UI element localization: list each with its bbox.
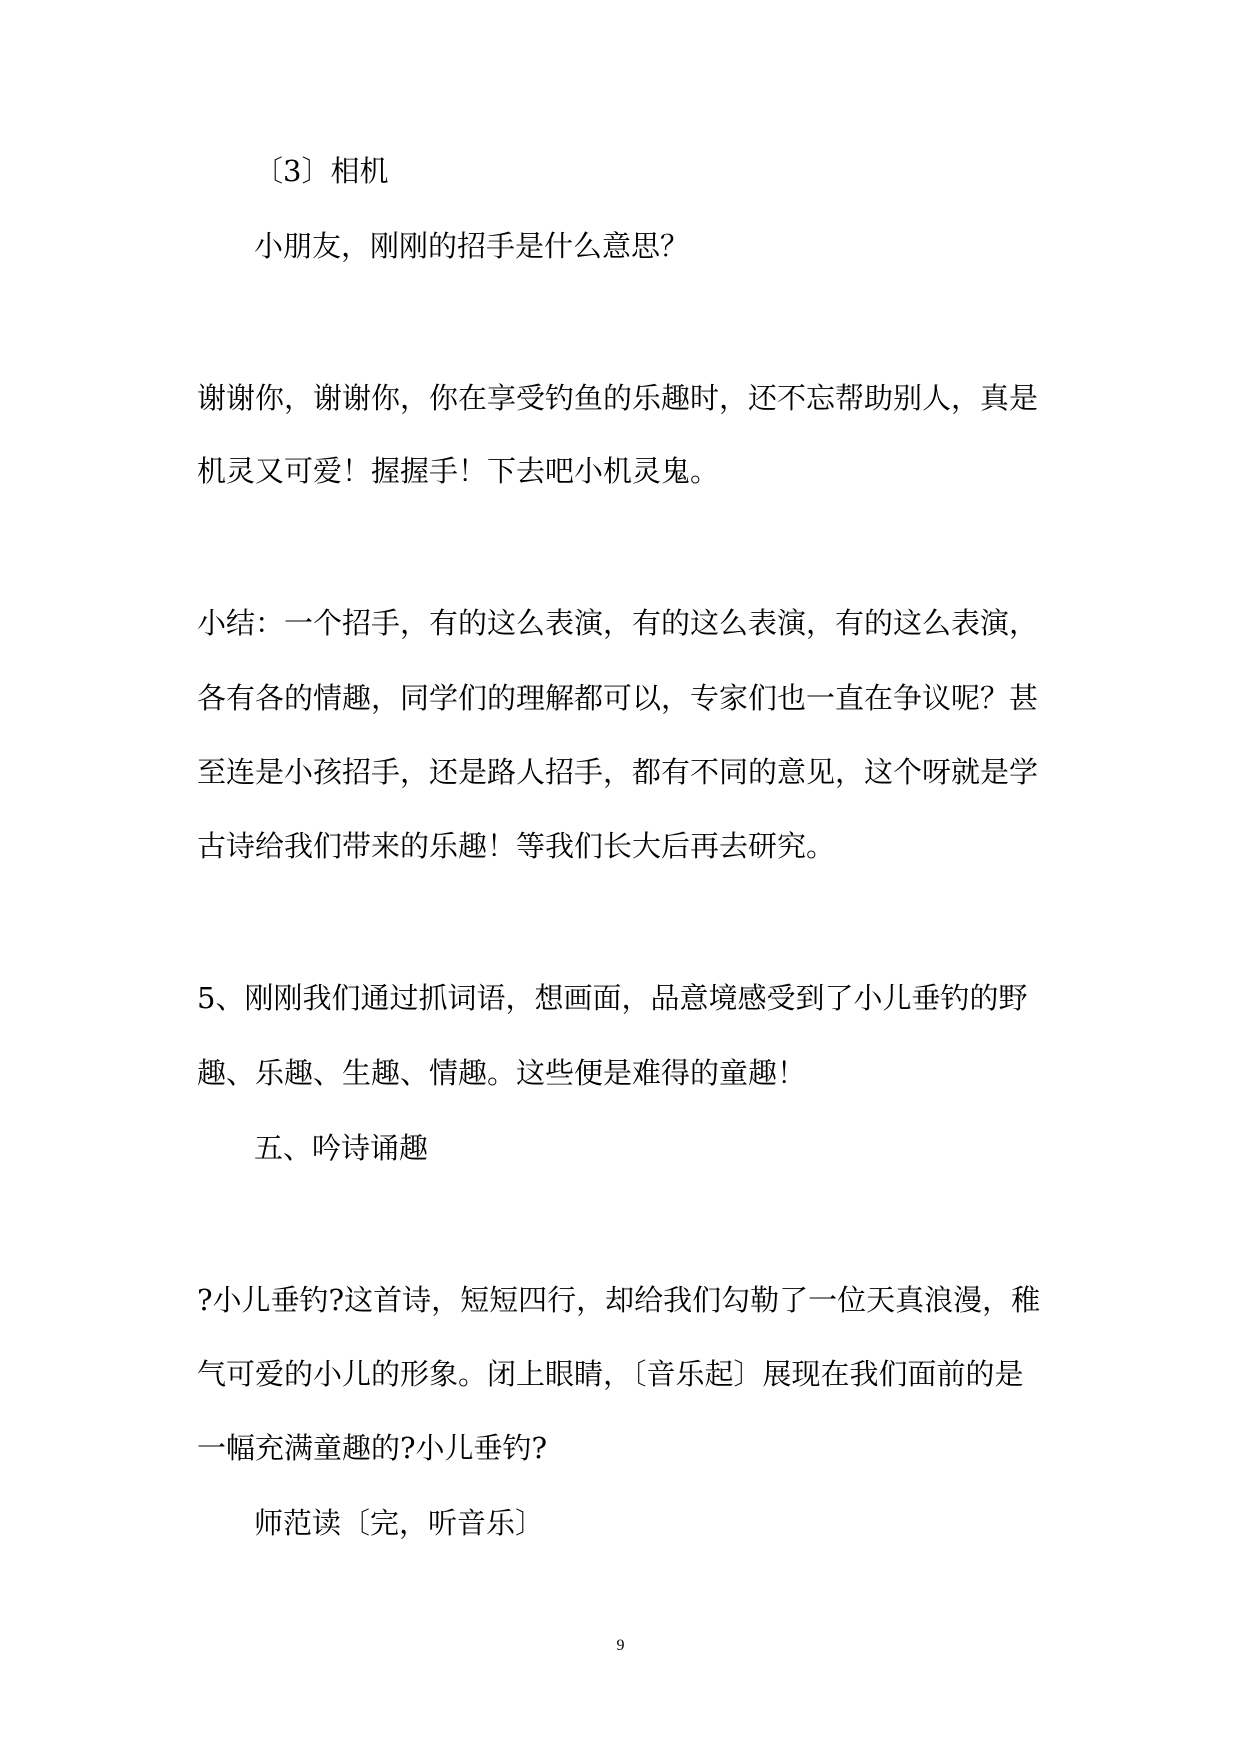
text-line: 谢谢你，谢谢你，你在享受钓鱼的乐趣时，还不忘帮助别人，真是 (197, 381, 1039, 415)
text-line: 趣、乐趣、生趣、情趣。这些便是难得的童趣！ (197, 1056, 807, 1090)
text-line: 小结：一个招手，有的这么表演，有的这么表演，有的这么表演， (197, 606, 1039, 640)
text-line: 〔3〕相机 (254, 154, 389, 188)
text-line: 5、刚刚我们通过抓词语，想画面，品意境感受到了小儿垂钓的野 (197, 981, 1028, 1015)
text-line: ?小儿垂钓?这首诗，短短四行，却给我们勾勒了一位天真浪漫，稚 (197, 1283, 1041, 1317)
text-line: 各有各的情趣，同学们的理解都可以，专家们也一直在争议呢？甚 (197, 681, 1039, 715)
text-line: 小朋友，刚刚的招手是什么意思？ (254, 229, 690, 263)
text-line: 机灵又可爱！握握手！下去吧小机灵鬼。 (197, 454, 720, 488)
text-line: 气可爱的小儿的形象。闭上眼睛，〔音乐起〕展现在我们面前的是 (197, 1357, 1024, 1391)
text-line: 古诗给我们带来的乐趣！等我们长大后再去研究。 (197, 829, 836, 863)
text-line: 一幅充满童趣的?小儿垂钓? (197, 1431, 548, 1465)
text-line: 师范读〔完，听音乐〕 (254, 1506, 545, 1540)
text-line: 至连是小孩招手，还是路人招手，都有不同的意见，这个呀就是学 (197, 755, 1039, 789)
page-number: 9 (616, 1637, 625, 1654)
section-heading: 五、吟诗诵趣 (254, 1131, 429, 1165)
